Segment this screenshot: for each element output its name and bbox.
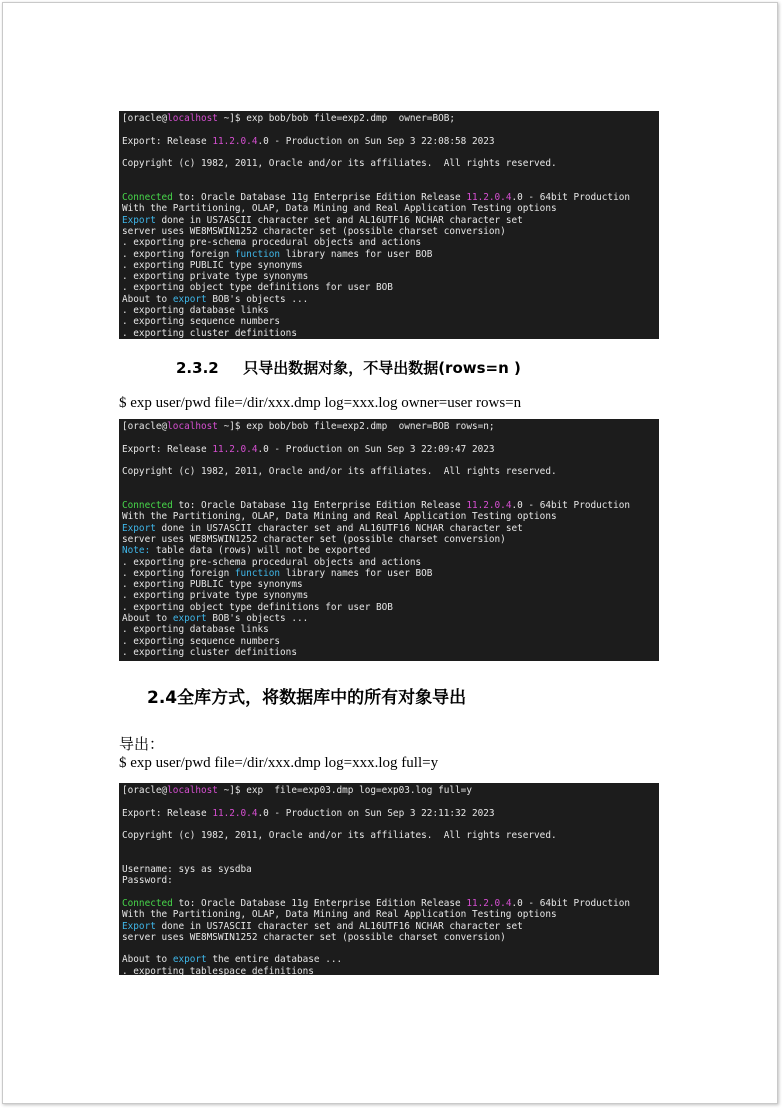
terminal-text: . exporting sequence numbers (122, 635, 281, 647)
terminal-text: BOB's objects ... (206, 293, 309, 305)
terminal-line (122, 545, 656, 556)
terminal-line (122, 647, 656, 658)
terminal-text: . exporting sequence numbers (122, 316, 281, 328)
terminal-line (122, 943, 656, 954)
terminal-text: . exporting PUBLIC type synonyms (122, 259, 303, 271)
terminal-text: to: Oracle Database 11g Enterprise Edition Release (172, 500, 467, 512)
terminal-line (122, 808, 656, 819)
terminal-text: 11.2.0.4 (466, 192, 512, 204)
terminal-line (122, 568, 656, 579)
terminal-line (122, 136, 656, 147)
terminal-line (122, 523, 656, 534)
terminal-line (122, 282, 656, 293)
terminal-text: . exporting pre-schema procedural objects and actions (122, 237, 422, 249)
terminal-line (122, 853, 656, 864)
command-text-rows-n: $ exp user/pwd file=/dir/xxx.dmp log=xxx.log owner=user rows=n (119, 395, 522, 411)
terminal-text: . exporting private type synonyms (122, 271, 309, 283)
terminal-line (122, 432, 656, 443)
terminal-line (122, 181, 656, 192)
terminal-line (122, 830, 656, 841)
terminal-text: ~]$ exp bob/bob file=exp2.dmp owner=BOB; (217, 113, 456, 124)
terminal-text: ~]$ exp file=exp03.dmp log=exp03.log full=y (217, 785, 472, 796)
terminal-text: Note: (122, 545, 151, 557)
terminal-line (122, 158, 656, 169)
terminal-text: About to (122, 954, 173, 966)
terminal-line (122, 796, 656, 807)
terminal-line (122, 921, 656, 932)
terminal-text: to: Oracle Database 11g Enterprise Edition Release (172, 192, 467, 204)
terminal-text: export (172, 293, 207, 305)
terminal-text: .0 - Production on Sun Sep 3 22:09:47 2023 (257, 443, 495, 455)
terminal-text: Connected (122, 500, 173, 512)
terminal-line (122, 557, 656, 568)
terminal-text: Export (122, 522, 156, 534)
terminal-text: Copyright (c) 1982, 2011, Oracle and/or its affiliates. All rights reserved. (122, 466, 557, 478)
terminal-line (122, 613, 656, 624)
terminal-text: . exporting PUBLIC type synonyms (122, 579, 303, 591)
terminal-line (122, 249, 656, 260)
terminal-text: library names for user BOB (280, 248, 433, 260)
terminal-line (122, 785, 656, 796)
terminal-text: localhost (167, 113, 218, 124)
terminal-text: With the Partitioning, OLAP, Data Mining and Real Application Testing options (122, 203, 557, 215)
terminal-text: Export (122, 920, 156, 932)
terminal-text: BOB's objects ... (206, 613, 309, 625)
terminal-text: . exporting pre-schema procedural objects and actions (122, 556, 422, 568)
terminal-text: localhost (167, 785, 218, 796)
terminal-text: Copyright (c) 1982, 2011, Oracle and/or its affiliates. All rights reserved. (122, 830, 557, 842)
terminal-line (122, 192, 656, 203)
terminal-text: function (234, 248, 281, 260)
terminal-text: 11.2.0.4 (212, 443, 258, 455)
terminal-line (122, 444, 656, 455)
terminal-line (122, 590, 656, 601)
terminal-text: . exporting private type synonyms (122, 590, 309, 602)
terminal-line (122, 113, 656, 124)
terminal-text: export (172, 613, 207, 625)
terminal-text: Copyright (c) 1982, 2011, Oracle and/or its affiliates. All rights reserved. (122, 158, 557, 170)
section-heading-2-4: 2.4全库方式，将数据库中的所有对象导出 (147, 688, 467, 708)
terminal-line (122, 421, 656, 432)
terminal-text: . exporting foreign (122, 567, 235, 579)
export-label: 导出： (119, 737, 165, 753)
terminal-text: . exporting object type definitions for user BOB (122, 282, 393, 294)
terminal-text: the entire database ... (206, 954, 343, 966)
terminal-text: . exporting cluster definitions (122, 327, 297, 339)
terminal-text: Username: sys as sysdba (122, 864, 252, 876)
terminal-text: library names for user BOB (280, 567, 433, 579)
terminal-line (122, 636, 656, 647)
terminal-text: to: Oracle Database 11g Enterprise Edition Release (172, 897, 467, 909)
terminal-line (122, 215, 656, 226)
terminal-text: .0 - Production on Sun Sep 3 22:11:32 2023 (257, 807, 495, 819)
terminal-line (122, 203, 656, 214)
terminal-text: table data (rows) will not be exported (150, 545, 371, 557)
terminal-line (122, 328, 656, 339)
terminal-text: About to (122, 613, 173, 625)
terminal-line (122, 819, 656, 830)
terminal-text: Connected (122, 897, 173, 909)
terminal-line (122, 864, 656, 875)
terminal-line (122, 898, 656, 909)
terminal-text: 11.2.0.4 (466, 897, 512, 909)
terminal-line (122, 500, 656, 511)
terminal-text: With the Partitioning, OLAP, Data Mining and Real Application Testing options (122, 511, 557, 523)
terminal-text: function (234, 567, 281, 579)
terminal-line (122, 954, 656, 965)
terminal-text: 11.2.0.4 (212, 135, 258, 147)
terminal-line (122, 875, 656, 886)
terminal-text: server uses WE8MSWIN1252 character set (possible charset conversion) (122, 931, 506, 943)
terminal-text: With the Partitioning, OLAP, Data Mining and Real Application Testing options (122, 909, 557, 921)
terminal-text: done in US7ASCII character set and AL16UTF16 NCHAR character set (155, 522, 523, 534)
terminal-line (122, 579, 656, 590)
terminal-text: . exporting object type definitions for user BOB (122, 601, 393, 613)
terminal-text: server uses WE8MSWIN1252 character set (possible charset conversion) (122, 225, 506, 237)
terminal-line (122, 909, 656, 920)
terminal-line (122, 294, 656, 305)
terminal-line (122, 316, 656, 327)
section-heading-2-3-2 (176, 357, 521, 378)
terminal-text: server uses WE8MSWIN1252 character set (possible charset conversion) (122, 533, 506, 545)
terminal-line (122, 602, 656, 613)
terminal-text: [oracle@ (122, 113, 168, 124)
terminal-text: Export: Release (122, 807, 213, 819)
terminal-text: About to (122, 293, 173, 305)
terminal-text: [oracle@ (122, 421, 168, 432)
terminal-line (122, 624, 656, 635)
terminal-text: . exporting cluster definitions (122, 646, 297, 658)
terminal-text: . exporting foreign (122, 248, 235, 260)
terminal-line (122, 260, 656, 271)
terminal-line (122, 887, 656, 898)
terminal-line (122, 841, 656, 852)
terminal-line (122, 305, 656, 316)
terminal-text: export (172, 954, 207, 966)
command-text-full-export: $ exp user/pwd file=/dir/xxx.dmp log=xxx.log full=y (119, 755, 439, 771)
terminal-line (122, 511, 656, 522)
terminal-text: done in US7ASCII character set and AL16UTF16 NCHAR character set (155, 214, 523, 226)
terminal-line (122, 932, 656, 943)
terminal-text: done in US7ASCII character set and AL16UTF16 NCHAR character set (155, 920, 523, 932)
terminal-text: Export: Release (122, 135, 213, 147)
terminal-line (122, 455, 656, 466)
terminal-text: . exporting database links (122, 624, 269, 636)
terminal-text: [oracle@ (122, 785, 168, 796)
terminal-line (122, 237, 656, 248)
terminal-screenshot-owner-export (119, 111, 659, 339)
terminal-text: Export (122, 214, 156, 226)
terminal-text: Connected (122, 192, 173, 204)
terminal-screenshot-full-export (119, 783, 659, 975)
terminal-line (122, 124, 656, 135)
terminal-text: .0 - Production on Sun Sep 3 22:08:58 2023 (257, 135, 495, 147)
terminal-line (122, 534, 656, 545)
terminal-line (122, 477, 656, 488)
terminal-line (122, 169, 656, 180)
terminal-text: .0 - 64bit Production (511, 500, 630, 512)
section-number: 2.3.2 (176, 359, 219, 377)
terminal-line (122, 466, 656, 477)
terminal-text: . exporting database links (122, 305, 269, 317)
terminal-text: localhost (167, 421, 218, 432)
terminal-line (122, 489, 656, 500)
terminal-text: .0 - 64bit Production (511, 192, 630, 204)
terminal-text: 11.2.0.4 (466, 500, 512, 512)
terminal-text: .0 - 64bit Production (511, 897, 630, 909)
terminal-line (122, 226, 656, 237)
terminal-text: . exporting tablespace definitions (122, 965, 314, 975)
terminal-text: Password: (122, 875, 173, 887)
terminal-line (122, 271, 656, 282)
terminal-text: Export: Release (122, 443, 213, 455)
terminal-text: 11.2.0.4 (212, 807, 258, 819)
section-title: 只导出数据对象，不导出数据(rows=n ) (243, 359, 521, 377)
terminal-screenshot-rows-n-export (119, 419, 659, 661)
terminal-line (122, 966, 656, 975)
terminal-text: ~]$ exp bob/bob file=exp2.dmp owner=BOB rows=n; (217, 421, 495, 432)
terminal-line (122, 147, 656, 158)
